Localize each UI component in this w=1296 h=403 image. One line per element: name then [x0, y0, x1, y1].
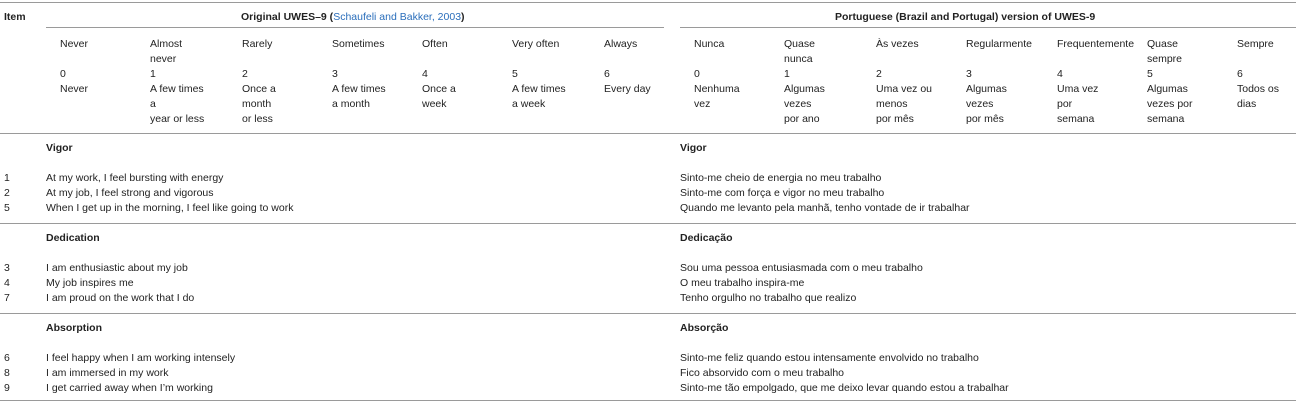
- portuguese-version-header: Portuguese (Brazil and Portugal) version of UWES-9: [835, 11, 1096, 23]
- scale-label: Sempre: [1237, 38, 1274, 50]
- scale-label: Very often: [512, 38, 560, 50]
- item-number: 4: [4, 277, 10, 289]
- item-text-pt: Sou uma pessoa entusiasmada com o meu trabalho: [680, 262, 923, 274]
- item-text-en: When I get up in the morning, I feel like going to work: [46, 202, 294, 214]
- item-text-pt: Sinto-me com força e vigor no meu trabalho: [680, 187, 885, 199]
- scale-description: por: [1057, 98, 1073, 110]
- scale-label: Rarely: [242, 38, 273, 50]
- pt-header-underline: [680, 27, 1296, 28]
- scale-description: por mês: [876, 113, 914, 125]
- scale-description: A few times: [332, 83, 386, 95]
- original-title-prefix: Original UWES–9 (: [241, 11, 334, 23]
- scale-label: Quase: [784, 38, 815, 50]
- scale-number: 0: [694, 68, 700, 80]
- scale-label: Sometimes: [332, 38, 385, 50]
- scale-label: Almost: [150, 38, 183, 50]
- scale-number: 2: [876, 68, 882, 80]
- scale-number: 6: [1237, 68, 1243, 80]
- section-heading-en: Absorption: [46, 322, 102, 334]
- scale-label: Às vezes: [876, 38, 919, 50]
- scale-label: Frequentemente: [1057, 38, 1135, 50]
- original-uwes-header: [241, 10, 465, 25]
- item-text-en: At my work, I feel bursting with energy: [46, 172, 224, 184]
- scale-number: 3: [966, 68, 972, 80]
- scale-number: 0: [60, 68, 66, 80]
- top-rule: [0, 2, 1296, 3]
- section-heading-en: Vigor: [46, 142, 73, 154]
- scale-number: 2: [242, 68, 248, 80]
- item-text-en: I feel happy when I am working intensely: [46, 352, 236, 364]
- item-text-pt: Sinto-me tão empolgado, que me deixo levar quando estou a trabalhar: [680, 382, 1009, 394]
- scale-description: menos: [876, 98, 908, 110]
- scale-description: Algumas: [784, 83, 825, 95]
- scale-number: 1: [784, 68, 790, 80]
- scale-description: month: [242, 98, 272, 110]
- item-text-pt: Sinto-me cheio de energia no meu trabalho: [680, 172, 882, 184]
- scale-description: Every day: [604, 83, 651, 95]
- item-text-en: I am enthusiastic about my job: [46, 262, 188, 274]
- scale-description: Algumas: [966, 83, 1007, 95]
- scale-description: Todos os: [1237, 83, 1280, 95]
- item-text-en: My job inspires me: [46, 277, 134, 289]
- en-header-underline: [46, 27, 664, 28]
- item-number: 1: [4, 172, 10, 184]
- scale-label: Nunca: [694, 38, 725, 50]
- scale-number: 3: [332, 68, 338, 80]
- original-title-suffix: ): [461, 11, 465, 23]
- section-rule: [0, 223, 1296, 224]
- item-text-pt: Quando me levanto pela manhã, tenho vontade de ir trabalhar: [680, 202, 970, 214]
- section-heading-pt: Dedicação: [680, 232, 733, 244]
- item-number: 7: [4, 292, 10, 304]
- item-text-en: At my job, I feel strong and vigorous: [46, 187, 214, 199]
- scale-description: Uma vez: [1057, 83, 1099, 95]
- scale-description: semana: [1147, 113, 1185, 125]
- scale-description: a month: [332, 98, 370, 110]
- scale-number: 4: [422, 68, 428, 80]
- scale-description: dias: [1237, 98, 1257, 110]
- scale-label: Often: [422, 38, 448, 50]
- scale-label: Always: [604, 38, 638, 50]
- scale-description: por ano: [784, 113, 820, 125]
- item-text-pt: Tenho orgulho no trabalho que realizo: [680, 292, 857, 304]
- item-text-en: I am proud on the work that I do: [46, 292, 195, 304]
- scale-number: 6: [604, 68, 610, 80]
- scale-description: por mês: [966, 113, 1004, 125]
- section-heading-pt: Absorção: [680, 322, 729, 334]
- section-rule: [0, 400, 1296, 401]
- scale-label: Quase: [1147, 38, 1178, 50]
- item-number: 8: [4, 367, 10, 379]
- scale-description: Once a: [242, 83, 276, 95]
- scale-description: week: [422, 98, 447, 110]
- scale-description: Uma vez ou: [876, 83, 933, 95]
- section-heading-en: Dedication: [46, 232, 100, 244]
- scale-number: 5: [1147, 68, 1153, 80]
- scale-description: vezes: [784, 98, 812, 110]
- scale-description: Never: [60, 83, 89, 95]
- section-rule: [0, 313, 1296, 314]
- item-number: 9: [4, 382, 10, 394]
- scale-description: vezes por: [1147, 98, 1193, 110]
- scale-label: never: [150, 53, 177, 65]
- scale-number: 4: [1057, 68, 1063, 80]
- scale-description: Nenhuma: [694, 83, 740, 95]
- item-text-en: I get carried away when I’m working: [46, 382, 213, 394]
- item-text-pt: Fico absorvido com o meu trabalho: [680, 367, 844, 379]
- item-number: 2: [4, 187, 10, 199]
- item-number: 5: [4, 202, 10, 214]
- scale-label: Regularmente: [966, 38, 1032, 50]
- scale-description: A few times: [150, 83, 204, 95]
- scale-bottom-rule: [0, 133, 1296, 134]
- scale-description: a week: [512, 98, 546, 110]
- item-text-en: I am immersed in my work: [46, 367, 169, 379]
- scale-description: or less: [242, 113, 273, 125]
- scale-number: 1: [150, 68, 156, 80]
- scale-label: Never: [60, 38, 89, 50]
- item-number: 6: [4, 352, 10, 364]
- scale-number: 5: [512, 68, 518, 80]
- scale-description: semana: [1057, 113, 1095, 125]
- scale-description: vezes: [966, 98, 994, 110]
- scale-label: nunca: [784, 53, 813, 65]
- item-column-header: Item: [4, 11, 26, 23]
- scale-description: a: [150, 98, 156, 110]
- scale-description: Once a: [422, 83, 456, 95]
- scale-description: vez: [694, 98, 711, 110]
- scale-label: sempre: [1147, 53, 1183, 65]
- citation-link[interactable]: Schaufeli and Bakker, 2003: [333, 11, 462, 23]
- section-heading-pt: Vigor: [680, 142, 707, 154]
- item-number: 3: [4, 262, 10, 274]
- scale-description: A few times: [512, 83, 566, 95]
- scale-description: Algumas: [1147, 83, 1188, 95]
- item-text-pt: Sinto-me feliz quando estou intensamente envolvido no trabalho: [680, 352, 979, 364]
- item-text-pt: O meu trabalho inspira-me: [680, 277, 805, 289]
- scale-description: year or less: [150, 113, 205, 125]
